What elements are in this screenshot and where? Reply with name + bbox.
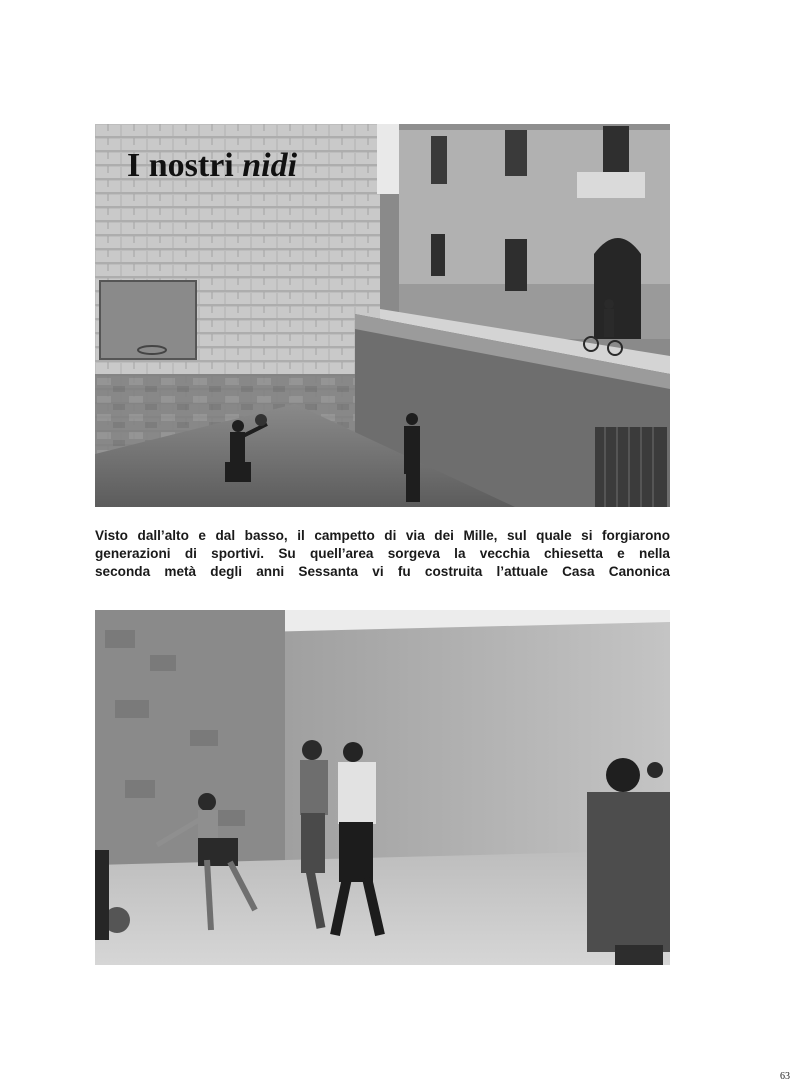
caption-line-2: generazioni di sportivi. Su quell’area sorgeva la vecchia chiesetta e nella xyxy=(95,546,670,561)
page-number: 63 xyxy=(780,1071,790,1082)
page-title-main: I nostri xyxy=(127,147,243,184)
page-title xyxy=(127,146,297,186)
caption-line-3: seconda metà degli anni Sessanta vi fu costruita l’attuale Casa Canonica xyxy=(95,564,670,579)
page-title-emphasis: nidi xyxy=(242,147,298,184)
caption-line-1: Visto dall’alto e dal basso, il campetto di via dei Mille, sul quale si forgiarono xyxy=(95,528,670,543)
photo-caption xyxy=(95,527,670,581)
photo-courtyard-from-below-image xyxy=(95,610,670,965)
photo-courtyard-from-below xyxy=(95,610,670,965)
